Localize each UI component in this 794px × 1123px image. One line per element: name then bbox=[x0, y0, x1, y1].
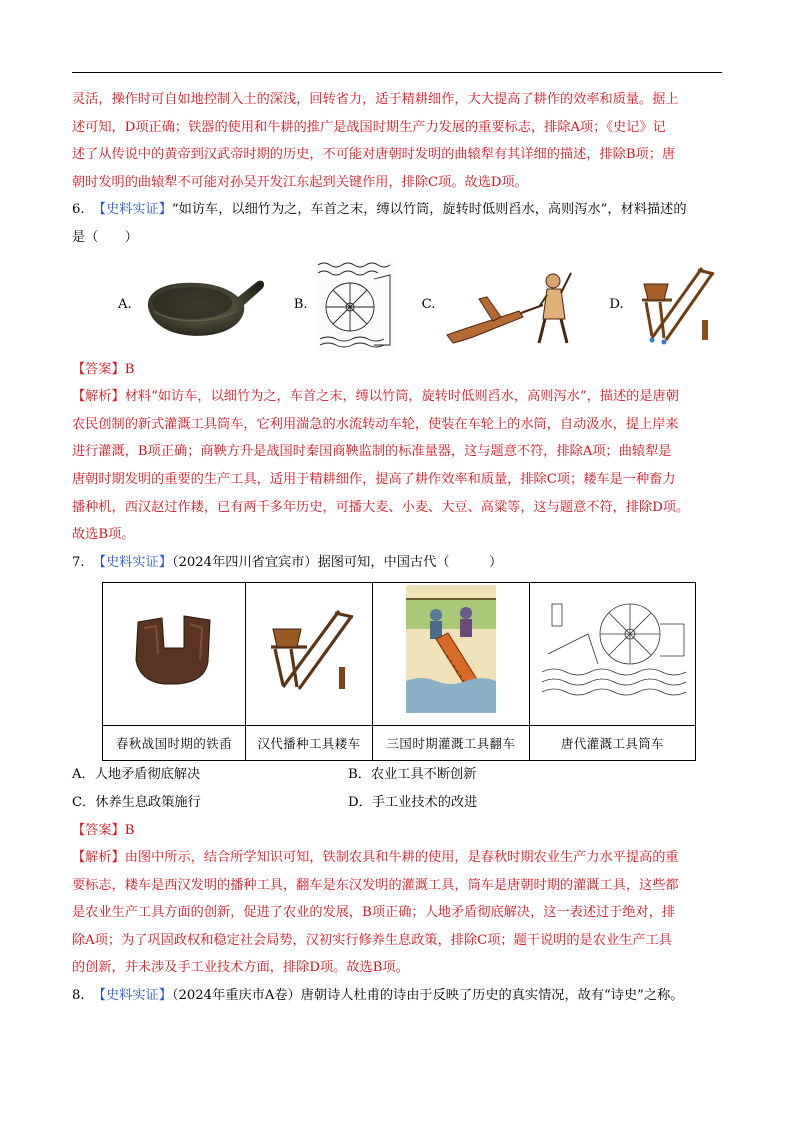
q7-answer: 【答案】B bbox=[72, 822, 135, 838]
q7-analysis bbox=[72, 844, 722, 982]
figure-cell bbox=[103, 583, 246, 726]
text-line: 【解析】材料“如访车，以细竹为之，车首之末，缚以竹筒，旋转时低则舀水，高则泻水”，描述的是唐朝 bbox=[72, 389, 679, 405]
q6-option-a[interactable] bbox=[118, 267, 266, 343]
figure-image-row bbox=[103, 583, 696, 726]
question-number: 8. bbox=[72, 988, 85, 1004]
iron-spade-icon bbox=[128, 608, 220, 690]
option-label: B. bbox=[293, 296, 308, 312]
text-line: 朝时发明的曲辕犁不可能对孙吴开发江东起到关键作用，排除C项。故选D项。 bbox=[72, 174, 528, 190]
text-line: 是农业生产工具方面的创新，促进了农业的发展，B项正确；人地矛盾彻底解决，这一表述过于绝对，排 bbox=[72, 905, 676, 921]
text-line: 灵活，操作时可自如地控制入土的深浅，回转省力，适于精耕细作，大大提高了耕作的效率和质量。据上 bbox=[72, 92, 679, 107]
curved-plough-icon bbox=[443, 259, 581, 351]
text-line: 除A项；为了巩固政权和稳定社会局势，汉初实行修养生息政策，排除C项；题干说明的是农业生产工具 bbox=[72, 932, 672, 948]
question-number: 6. bbox=[72, 202, 85, 218]
prev-analysis bbox=[72, 86, 722, 196]
stem-text: （2024年四川省宜宾市）据图可知，中国古代（ ） bbox=[171, 554, 503, 570]
waterwheel-tongche-icon bbox=[538, 594, 688, 704]
figure-cell bbox=[373, 583, 530, 726]
question-number: 7. bbox=[72, 554, 85, 570]
q6-analysis bbox=[72, 383, 722, 549]
header-rule bbox=[72, 72, 722, 73]
figure-caption: 三国时期灌溉工具翻车 bbox=[373, 726, 530, 761]
option-label: D. bbox=[609, 296, 624, 312]
q7-choice-a[interactable]: A．人地矛盾彻底解决 bbox=[72, 767, 201, 783]
bronze-dou-measure-icon bbox=[140, 267, 266, 343]
text-line: 播种机，西汉赵过作耧，已有两千多年历史，可播大麦、小麦、大豆、高粱等，这与题意不符，排除D项。 bbox=[72, 499, 690, 515]
text-line: 述了从传说中的黄帝到汉武帝时期的历史，不可能对唐朝时发明的曲辕犁有其详细的描述，排除B项；唐 bbox=[72, 147, 676, 163]
question-7 bbox=[72, 549, 722, 982]
q7-figure-table bbox=[102, 582, 696, 761]
figure-cell bbox=[530, 583, 696, 726]
question-8 bbox=[72, 982, 722, 1010]
louche-seeder-icon bbox=[259, 601, 359, 697]
question-tag: 【史料实证】 bbox=[92, 988, 172, 1004]
question-stem-cont: 是（ ） bbox=[72, 229, 138, 245]
text-line: 述可知，D项正确；铁器的使用和牛耕的推广是战国时期生产力发展的重要标志，排除A项；《史记》记 bbox=[72, 119, 666, 135]
stem-text: （2024年重庆市A卷）唐朝诗人杜甫的诗由于反映了历史的真实情况，故有“诗史”之称。 bbox=[171, 988, 684, 1004]
question-tag: 【史料实证】 bbox=[92, 202, 172, 218]
figure-caption-row bbox=[103, 726, 696, 761]
figure-caption: 春秋战国时期的铁臿 bbox=[103, 726, 246, 761]
q7-choice-c[interactable]: C．休养生息政策施行 bbox=[72, 794, 201, 810]
text-line: 要标志，耧车是西汉发明的播种工具，翻车是东汉发明的灌溉工具，筒车是唐朝时期的灌溉工具，这些都 bbox=[72, 877, 679, 893]
q6-answer: 【答案】B bbox=[72, 361, 135, 377]
option-label: C. bbox=[421, 296, 436, 312]
text-line: 唐朝时期发明的重要的生产工具，适用于精耕细作，提高了耕作效率和质量，排除C项；耧车是一种畜力 bbox=[72, 471, 676, 487]
q6-option-b[interactable] bbox=[294, 259, 396, 351]
figure-cell bbox=[246, 583, 373, 726]
text-line: 农民创制的新式灌溉工具筒车，它利用湍急的水流转动车轮，使装在车轮上的水筒，自动汲水，提上岸来 bbox=[72, 416, 679, 432]
q6-options bbox=[72, 258, 722, 352]
question-stem bbox=[72, 196, 722, 224]
q7-choice-b[interactable]: B．农业工具不断创新 bbox=[348, 767, 477, 783]
text-line: 的创新，并未涉及手工业技术方面，排除D项。故选B项。 bbox=[72, 960, 409, 976]
text-line: 【解析】由图中所示，结合所学知识可知，铁制农具和牛耕的使用，是春秋时期农业生产力水平提高的重 bbox=[72, 850, 679, 866]
text-line: 进行灌溉，B项正确；商鞅方升是战国时秦国商鞅监制的标准量器，这与题意不符，排除A项；曲辕犁是 bbox=[72, 444, 672, 460]
option-label: A. bbox=[118, 296, 132, 312]
fanche-pump-icon bbox=[406, 585, 496, 713]
text-line: 故选B项。 bbox=[72, 527, 135, 543]
page-content bbox=[72, 86, 722, 1010]
question-6 bbox=[72, 196, 722, 548]
louche-seeder-icon bbox=[632, 260, 718, 350]
q6-option-d[interactable] bbox=[609, 260, 717, 350]
waterwheel-tongche-icon bbox=[316, 259, 396, 351]
stem-text: “如访车，以细竹为之，车首之末，缚以竹筒，旋转时低则舀水，高则泻水”，材料描述的 bbox=[171, 202, 687, 218]
figure-caption: 唐代灌溉工具筒车 bbox=[530, 726, 696, 761]
q7-choices bbox=[72, 761, 722, 816]
question-stem bbox=[72, 982, 722, 1010]
question-stem bbox=[72, 549, 722, 577]
q6-option-c[interactable] bbox=[422, 259, 582, 351]
figure-caption: 汉代播种工具耧车 bbox=[246, 726, 373, 761]
question-tag: 【史料实证】 bbox=[92, 554, 172, 570]
q7-choice-d[interactable]: D．手工业技术的改进 bbox=[348, 794, 478, 810]
